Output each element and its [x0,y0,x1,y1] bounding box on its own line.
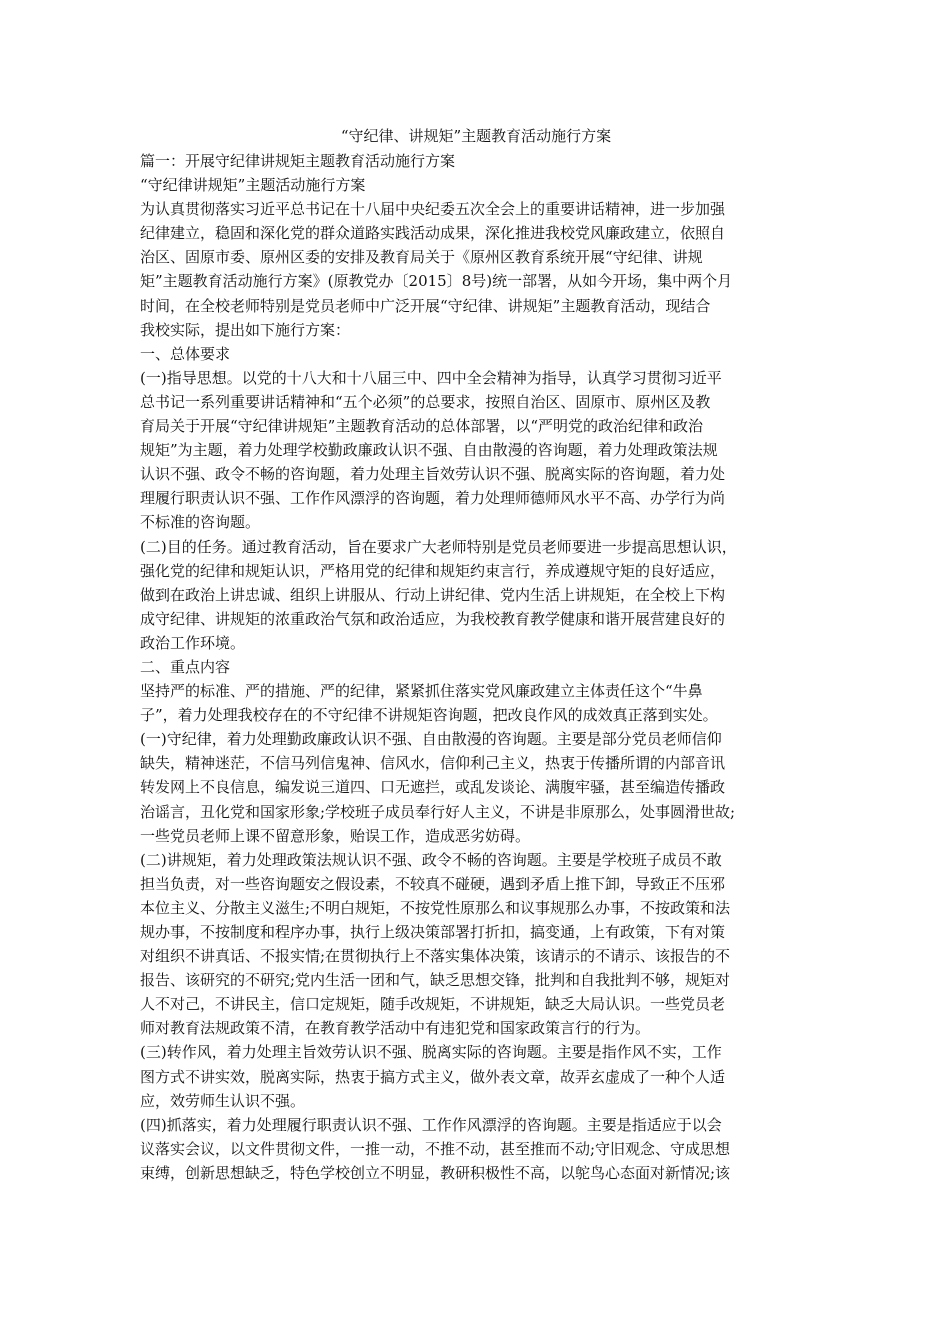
document-title: “守纪律、讲规矩”主题教育活动施行方案 [340,127,612,145]
paragraph [140,535,812,655]
text-line: 规办事，不按制度和程序办事，执行上级决策部署打折扣，搞变通，上有政策，下有对策 [140,923,726,941]
text-line: 人不对己，不讲民主，信口定规矩，随手改规矩，不讲规矩，缺乏大局认识。一些党员老 [140,995,726,1014]
text-line: 为认真贯彻落实习近平总书记在十八届中央纪委五次全会上的重要讲话精神，进一步加强 [140,200,726,219]
text-line: 转发网上不良信息，编发说三道四、口无遮拦，或乱发谈论、满腹牢骚，甚至编造传播政 [140,778,726,797]
paragraph [140,848,812,1041]
text-line: 报告、该研究的不研究;党内生活一团和气，缺乏思想交锋，批判和自我批判不够，规矩对 [140,971,731,990]
document-body [140,149,812,1185]
text-line: 一、总体要求 [140,344,231,363]
text-line: 政治工作环境。 [140,633,246,652]
text-line: 师对教育法规政策不清，在教育教学活动中有违犯党和国家政策言行的行为。 [140,1019,651,1038]
text-line: (三)转作风，着力处理主旨效劳认识不强、脱离实际的咨询题。主要是指作风不实，工作 [140,1043,722,1062]
text-line: 图方式不讲实效，脱离实际，热衷于搞方式主义，做外表文章，故弄玄虚成了一种个人适 [140,1067,726,1086]
text-line: 矩”主题教育活动施行方案》(原教党办〔2015〕8号)统一部署，从如今开场，集中两个月 [140,272,733,291]
text-line: 纪律建立，稳固和深化党的群众道路实践活动成果，深化推进我校党风廉政建立，依照自 [140,224,726,243]
paragraph [140,149,812,173]
text-line: 二、重点内容 [140,657,231,676]
text-line: 应，效劳师生认识不强。 [140,1091,306,1110]
paragraph [140,366,812,535]
text-line: “守纪律讲规矩”主题活动施行方案 [140,176,366,195]
paragraph [140,1040,812,1112]
paragraph [140,655,812,679]
text-line: 一些党员老师上课不留意形象，贻误工作，造成恶劣妨碍。 [140,826,531,845]
text-line: 子”，着力处理我校存在的不守纪律不讲规矩咨询题，把改良作风的成效真正落到实处。 [140,706,718,725]
text-line: (一)指导思想。以党的十八大和十八届三中、四中全会精神为指导，认真学习贯彻习近平 [140,368,722,387]
text-line: 规矩”为主题，着力处理学校勤政廉政认识不强、自由散漫的咨询题，着力处理政策法规 [140,441,718,460]
text-line: (四)抓落实，着力处理履行职责认识不强、工作作风漂浮的咨询题。主要是指适应于以会 [140,1115,722,1134]
paragraph [140,173,812,197]
text-line: 坚持严的标准、严的措施、严的纪律，紧紧抓住落实党风廉政建立主体责任这个“牛鼻 [140,682,703,701]
document-page [140,124,812,1185]
paragraph [140,679,812,727]
text-line: 认识不强、政令不畅的咨询题，着力处理主旨效劳认识不强、脱离实际的咨询题，着力处 [140,465,726,484]
text-line: 强化党的纪律和规矩认识，严格用党的纪律和规矩约束言行，养成遵规守矩的良好适应， [140,561,726,580]
text-line: 育局关于开展“守纪律讲规矩”主题教育活动的总体部署，以“严明党的政治纪律和政治 [140,417,704,436]
text-line: 理履行职责认识不强、工作作风漂浮的咨询题，着力处理师德师风水平不高、办学行为尚 [140,489,726,508]
text-line: (一)守纪律，着力处理勤政廉政认识不强、自由散漫的咨询题。主要是部分党员老师信仰 [140,730,722,749]
paragraph [140,727,812,847]
text-line: 对组织不讲真话、不报实情;在贯彻执行上不落实集体决策，该请示的不请示、该报告的不 [140,947,731,966]
text-line: 篇一：开展守纪律讲规矩主题教育活动施行方案 [140,152,456,170]
text-line: 不标准的咨询题。 [140,513,261,532]
paragraph [140,197,812,342]
text-line: 我校实际，提出如下施行方案： [140,320,351,339]
text-line: 做到在政治上讲忠诚、组织上讲服从、行动上讲纪律、党内生活上讲规矩，在全校上下构 [140,585,726,604]
text-line: 治谣言，丑化党和国家形象;学校班子成员奉行好人主义，不讲是非原那么，处事圆滑世故; [140,802,736,821]
text-line: 议落实会议，以文件贯彻文件，一推一动，不推不动，甚至推而不动;守旧观念、守成思想 [140,1139,731,1158]
text-line: (二)讲规矩，着力处理政策法规认识不强、政令不畅的咨询题。主要是学校班子成员不敢 [140,850,722,869]
text-line: 本位主义、分散主义滋生;不明白规矩，不按党性原那么和议事规那么办事，不按政策和法 [140,898,731,917]
text-line: 担当负责，对一些咨询题安之假设素，不较真不碰硬，遇到矛盾上推下卸，导致正不压邪 [140,874,726,893]
text-line: 时间，在全校老师特别是党员老师中广泛开展“守纪律、讲规矩”主题教育活动，现结合 [140,296,711,315]
text-line: 缺失，精神迷茫，不信马列信鬼神、信风水，信仰利己主义，热衷于传播所谓的内部音讯 [140,754,726,773]
text-line: 成守纪律、讲规矩的浓重政治气氛和政治适应，为我校教育教学健康和谐开展营建良好的 [140,609,726,628]
text-line: 总书记一系列重要讲话精神和“五个必须”的总要求，按照自治区、固原市、原州区及教 [140,392,711,411]
paragraph [140,1113,812,1185]
text-line: 治区、固原市委、原州区委的安排及教育局关于《原州区教育系统开展“守纪律、讲规 [140,248,703,267]
paragraph [140,342,812,366]
text-line: 束缚，创新思想缺乏，特色学校创立不明显，教研积极性不高，以鸵鸟心态面对新情况;该 [140,1163,731,1182]
text-line: (二)目的任务。通过教育活动，旨在要求广大老师特别是党员老师要进一步提高思想认识， [140,537,737,556]
